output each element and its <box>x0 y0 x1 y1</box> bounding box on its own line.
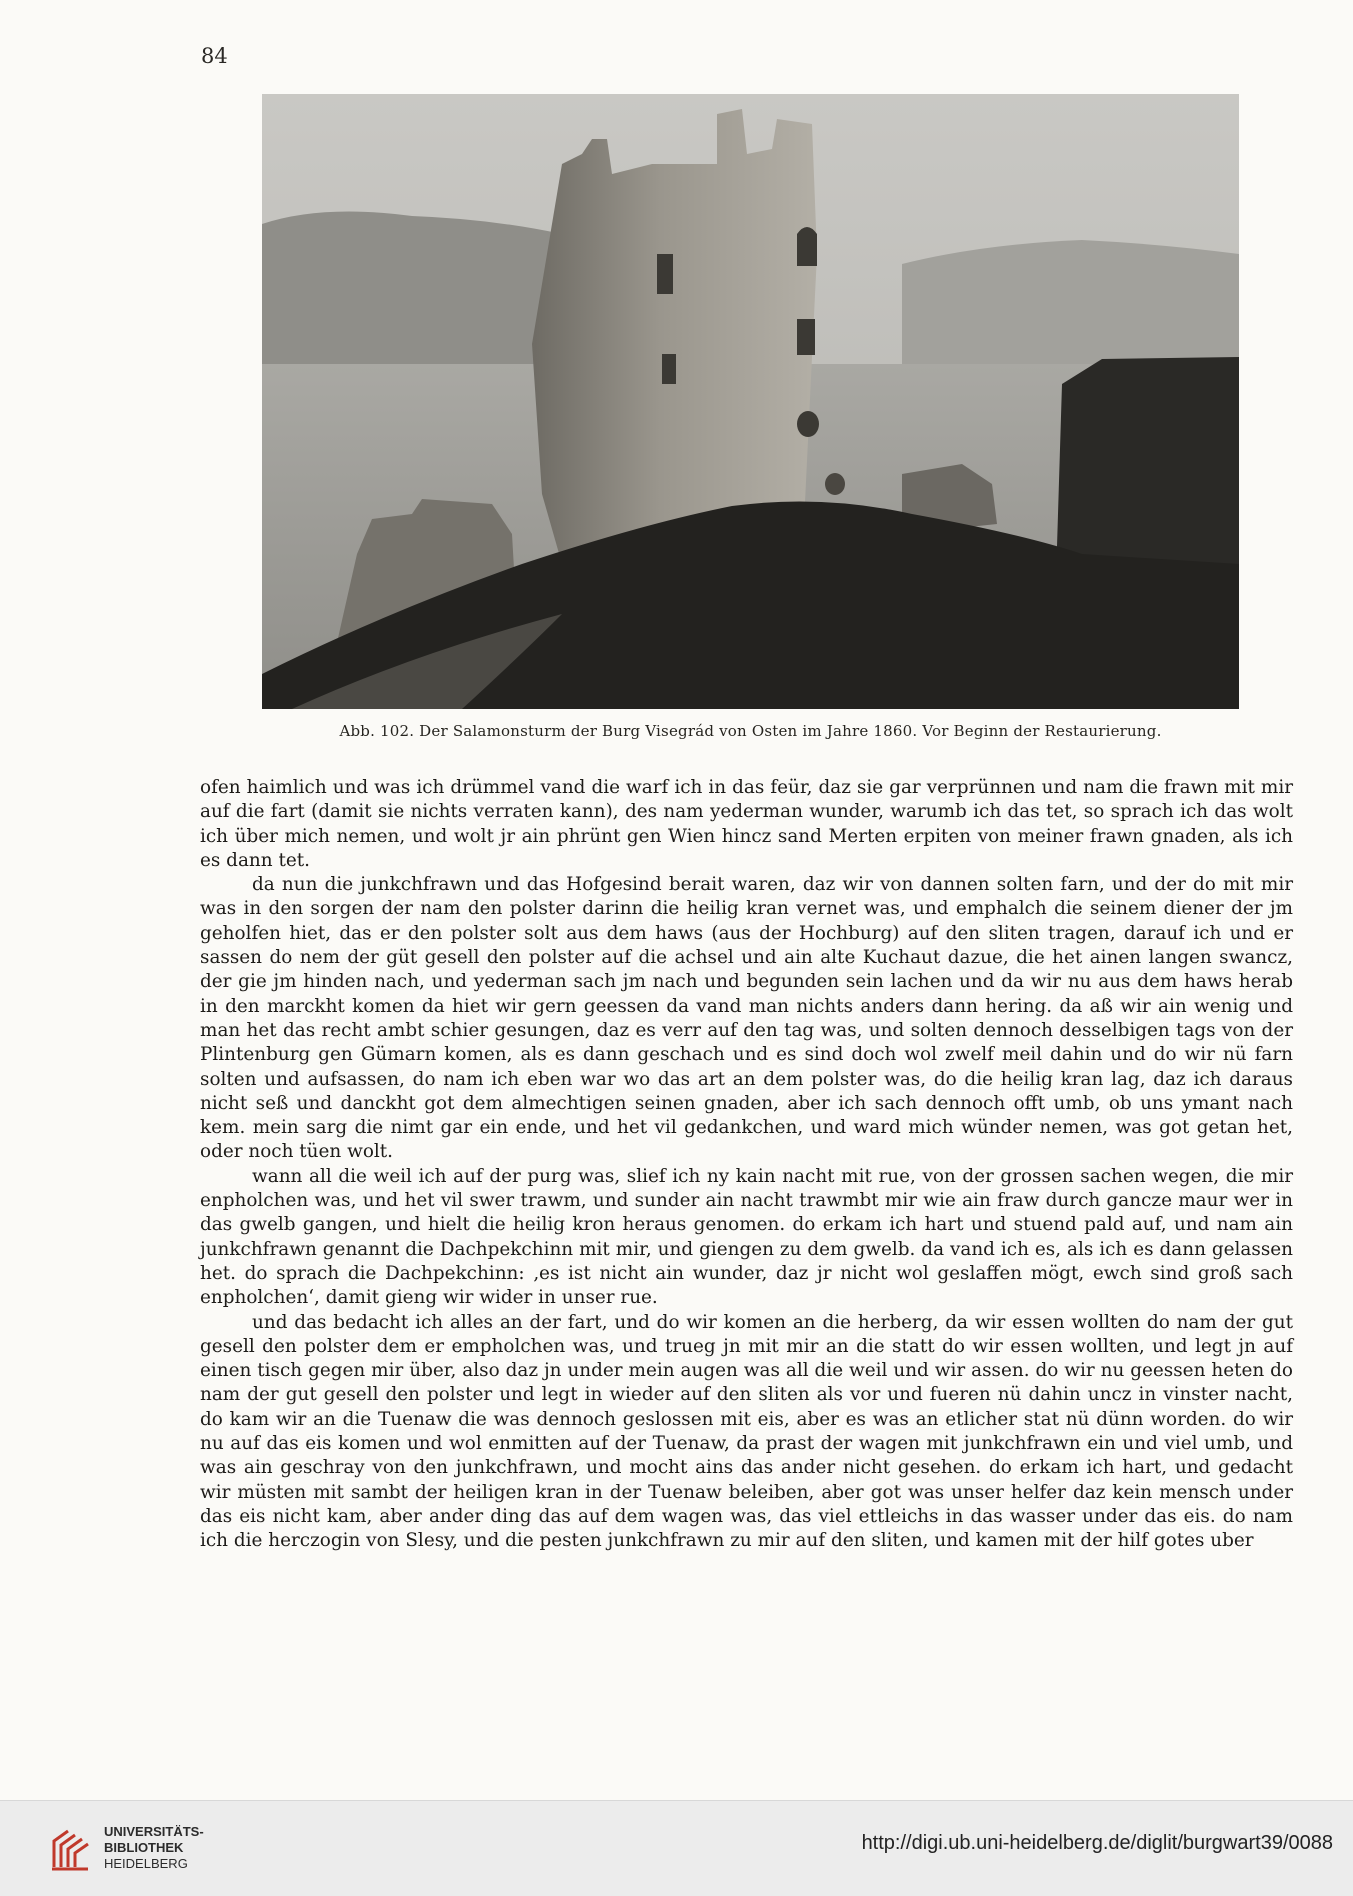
figure-caption: Abb. 102. Der Salamonsturm der Burg Visegrád von Osten im Jahre 1860. Vor Beginn der Restaurierung. <box>339 722 1162 740</box>
permalink-url[interactable]: http://digi.ub.uni-heidelberg.de/diglit/burgwart39/0088 <box>861 1832 1333 1854</box>
library-name <box>104 1824 204 1872</box>
library-logo-icon <box>48 1823 92 1873</box>
castle-photograph <box>262 94 1239 709</box>
library-footer <box>0 1800 1353 1896</box>
page-number: 84 <box>201 44 228 68</box>
paragraph: und das bedacht ich alles an der fart, und do wir komen an die herberg, da wir essen wollten do nam der gut gesell den polster dem er empholchen was, und trueg jn mit mir an die statt do wir essen wollten, und legt jn auf einen tisch gegen mir über, also daz jn under mein augen was all die weil und wir assen. do wir nu geessen heten do nam der gut gesell den polster und legt in wieder auf den sliten als vor und fueren nü dahin uncz in vinster nacht, do kam wir an die Tuenaw die was dennoch geslossen mit eis, aber es was an etlicher stat nü dünn worden. do wir nu auf das eis komen und wol enmitten auf der Tuenaw, da prast der wagen mit junkchfrawn ein und viel umb, und was ain geschray von den junkchfrawn, und mocht ains das ander nicht gesehen. do erkam ich hart, und gedacht wir müsten mit sambt der heiligen kran in der Tuenaw beleiben, aber got was unser helfer daz kein mensch under das eis nicht kam, aber ander ding das auf dem wagen was, das viel ettleichs in das wasser under das eis. do nam ich die herczogin von Slesy, und die pesten junkchfrawn zu mir auf den sliten, und kamen mit der hilf gotes uber <box>200 1311 1293 1552</box>
library-name-line: HEIDELBERG <box>104 1856 188 1871</box>
body-text <box>200 776 1293 1554</box>
library-name-line: BIBLIOTHEK <box>104 1840 184 1855</box>
paragraph: da nun die junkchfrawn und das Hofgesind berait waren, daz wir von dannen solten farn, und der do mit mir was in den sorgen der nam den polster darinn die heilig kran vernet was, und emphalch die seinem diener der jm geholfen hiet, das er den polster solt aus dem haws (aus der Hochburg) auf den sliten tragen, darauf ich und er sassen do nem der güt gesell den polster auf die achsel und ain alte Kuchaut dazue, die het ainen langen swancz, der gie jm hinden nach, und yederman sach jm nach und begunden sein lachen und da wir nu aus dem haws herab in den marckht komen da hiet wir gern geessen da vand man nichts anders dann hering. da aß wir ain wenig und man het das recht ambt schier gesungen, daz es verr auf den tag was, und solten dennoch desselbigen tags von der Plintenburg gen Gümarn komen, als es dann geschach und es sind doch wol zwelf meil dahin und do wir nü farn solten und aufsassen, do nam ich eben war wo das art an dem polster was, do die heilig kran lag, daz ich daraus nicht seß und danckht got dem almechtigen seinen gnaden, aber ich sach dennoch offt umb, ob uns ymant nach kem. mein sarg die nimt gar ein ende, und het vil gedankchen, und ward mich wünder nemen, was got getan het, oder noch tüen wolt. <box>200 874 1293 1163</box>
library-name-line: UNIVERSITÄTS- <box>104 1824 204 1839</box>
paragraph: ofen haimlich und was ich drümmel vand die warf ich in das feür, daz sie gar verprünnen und nam die frawn mit mir auf die fart (damit sie nichts verraten kann), des nam yederman wunder, warumb ich das tet, so sprach ich das wolt ich über mich nemen, und wolt jr ain phrünt gen Wien hincz sand Merten erpiten von meiner frawn gnaden, als ich es dann tet. <box>200 777 1293 871</box>
paragraph: wann all die weil ich auf der purg was, slief ich ny kain nacht mit rue, von der grossen sachen wegen, die mir enpholchen was, und het vil swer trawm, und sunder ain nacht trawmbt mir wie ain fraw durch gancze maur wer in das gwelb gangen, und hielt die heilig kron heraus genomen. do erkam ich hart und stuend pald auf, und nam ain junkchfrawn genannt die Dachpekchinn mit mir, und giengen zu dem gwelb. da vand ich es, als ich es dann gelassen het. do sprach die Dachpekchinn: ‚es ist nicht ain wunder, daz jr nicht wol geslaffen mögt, ewch sind groß sach enpholchen‘, damit gieng wir wider in unser rue. <box>200 1165 1293 1309</box>
